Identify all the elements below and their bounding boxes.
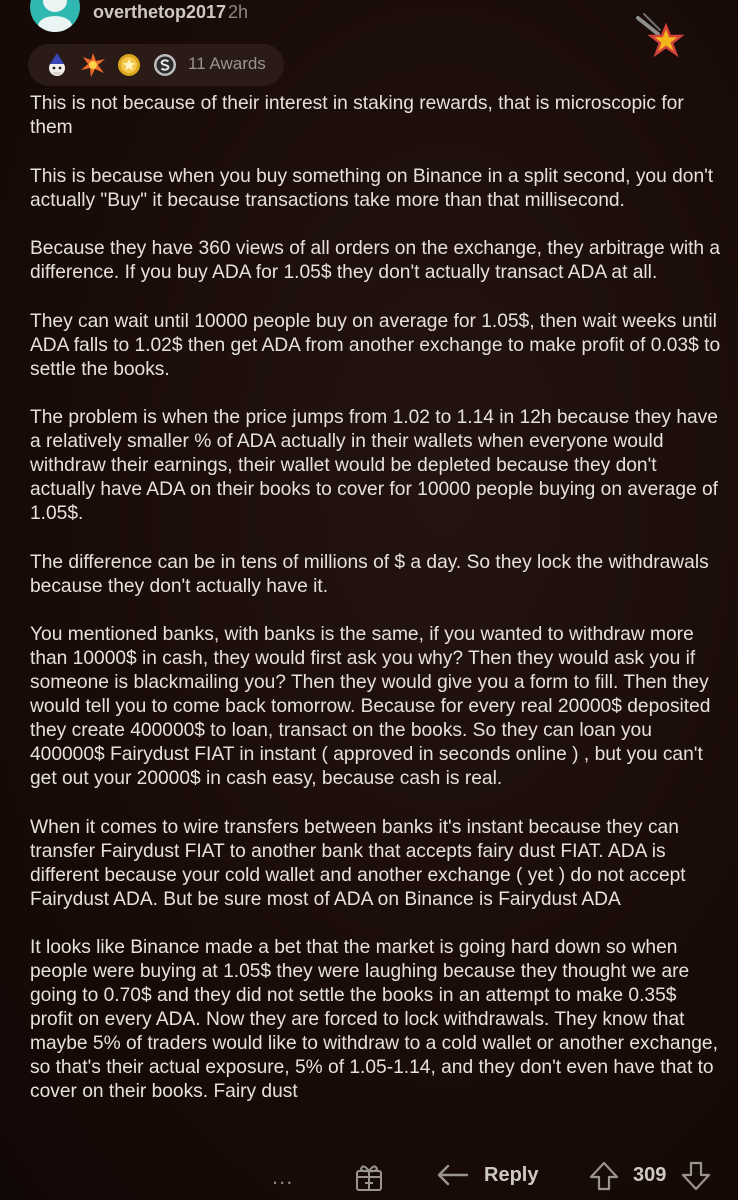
reply-button[interactable]: Reply: [484, 1164, 539, 1186]
comment-paragraph: This is not because of their interest in staking rewards, that is microscopic for them: [30, 93, 684, 138]
comment-header: [0, 0, 738, 90]
comment-paragraph: The difference can be in tens of millions of $ a day. So they lock the withdrawals because they don't actually have it.: [30, 551, 709, 597]
vote-score: 309: [633, 1164, 667, 1186]
comment-paragraph: The problem is when the price jumps from 1.02 to 1.14 in 12h because they have a relatively smaller % of ADA actually in their wallets when everyone would withdraw their earnings, their wallet would be depleted because they don't actually have ADA on their books to cover for 10000 people buying on average of 1.05$.: [30, 407, 719, 524]
comment-paragraph: It looks like Binance made a bet that the market is going hard down so when people were buying at 1.05$ they were laughing because they thought we are going to 0.70$ and they did not settle the books in an attempt to make 0.35$ profit on every ADA. Now they are forced to lock withdrawals. They know that maybe 5% of traders would like to withdraw to a cold wallet or another exchange, so that's their actual exposure, 5% of 1.05-1.14, and they don't even have that to cover on their books. Fairy dust: [30, 937, 718, 1102]
timestamp: 2h: [228, 2, 249, 22]
wizard-award-icon: [44, 52, 70, 78]
comment-paragraph: You mentioned banks, with banks is the same, if you wanted to withdraw more than 10000$ in cash, they would first ask you why? Then they would ask you if someone is blackmailing you? Then they would give you a form to fill. Then they would tell you to come back tomorrow. Because for every real 20000$ deposited they create 400000$ to loan, transact on the books. So they can loan you 400000$ Fairydust FIAT in instant ( approved in seconds online ) , but you can't get out your 20000$ in cash easy, because cash is real.: [30, 624, 711, 789]
star-award-icon: [630, 12, 688, 58]
username[interactable]: overthetop2017: [93, 2, 227, 22]
comment-action-bar: [0, 1152, 738, 1200]
more-options-button[interactable]: ...: [272, 1164, 294, 1189]
explosion-award-icon: [80, 52, 106, 78]
comment-paragraph: They can wait until 10000 people buy on average for 1.05$, then wait weeks until ADA falls to 1.02$ then get ADA from another exchange to make profit of 0.03$ to settle the books.: [30, 310, 721, 380]
upvote-icon[interactable]: [588, 1160, 620, 1192]
comment-paragraph: Because they have 360 views of all orders on the exchange, they arbitrage with a difference. If you buy ADA for 1.05$ they don't actually transact ADA at all.: [30, 238, 721, 283]
reply-icon[interactable]: [436, 1162, 470, 1190]
downvote-icon[interactable]: [680, 1160, 712, 1192]
avatar[interactable]: [30, 0, 80, 32]
comment-paragraph: When it comes to wire transfers between banks it's instant because they can transfer Fairydust FIAT to another bank that accepts fairy dust FIAT. ADA is different because your cold wallet and another exchange ( yet ) do not accept Fairydust ADA. But be sure most of ADA on Binance is Fairydust ADA: [30, 816, 686, 910]
awards-pill[interactable]: [28, 44, 284, 86]
silver-coin-award-icon: [152, 52, 178, 78]
comment-body: [30, 92, 724, 1129]
give-award-icon[interactable]: [354, 1162, 384, 1192]
comment-paragraph: This is because when you buy something on Binance in a split second, you don't actually "Buy" it because transactions take more than that millisecond.: [30, 165, 714, 211]
gold-medal-award-icon: [116, 52, 142, 78]
awards-count: 11 Awards: [188, 54, 266, 73]
